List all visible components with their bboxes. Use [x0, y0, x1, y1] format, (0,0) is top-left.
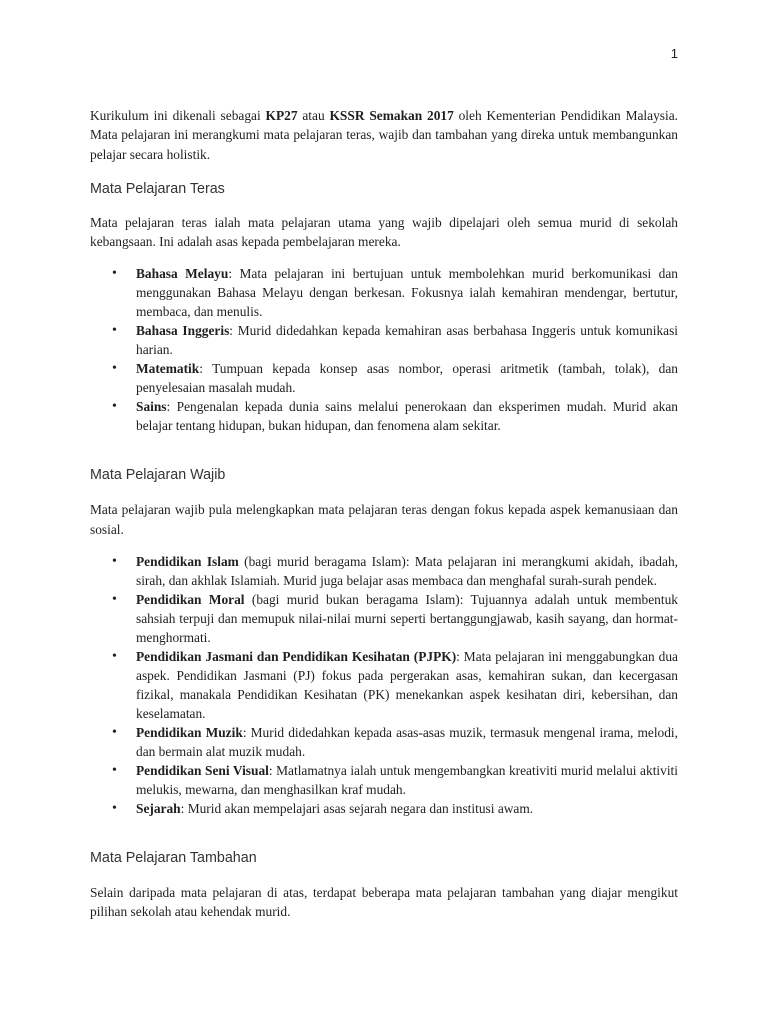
intro-paragraph: Kurikulum ini dikenali sebagai KP27 atau KSSR Semakan 2017 oleh Kementerian Pendidikan Malaysia. Mata pelajaran ini merangkumi mata pelajaran teras, wajib dan tambahan yang direka untuk membangunkan pelajar secara holistik. — [90, 108, 679, 162]
heading-teras: Mata Pelajaran Teras — [90, 180, 225, 197]
list-item: • Matematik: Tumpuan kepada konsep asas nombor, operasi aritmetik (tambah, tolak), dan penyelesaian masalah mudah. — [90, 359, 678, 397]
page-number: 1 — [670, 46, 678, 61]
heading-tambahan: Mata Pelajaran Tambahan — [90, 850, 257, 867]
document-body — [90, 106, 678, 922]
list-item: • Pendidikan Islam (bagi murid beragama Islam): Mata pelajaran ini merangkumi akidah, ibadah, sirah, dan akhlak Islamiah. Murid juga belajar asas membaca dan menghafal surah-surah pendek. — [90, 552, 678, 590]
teras-list — [90, 264, 678, 435]
heading-wajib: Mata Pelajaran Wajib — [90, 467, 226, 484]
wajib-list — [90, 552, 678, 818]
list-item: • Pendidikan Jasmani dan Pendidikan Kesihatan (PJPK): Mata pelajaran ini menggabungkan dua aspek. Pendidikan Jasmani (PJ) fokus pada pergerakan asas, kemahiran sukan, dan kecergasan fizikal, manakala Pendidikan Kesihatan (PK) menekankan aspek kesihatan diri, kebersihan, dan keselamatan. — [90, 647, 678, 723]
teras-description: Mata pelajaran teras ialah mata pelajaran utama yang wajib dipelajari oleh semua murid di sekolah kebangsaan. Ini adalah asas kepada pembelajaran mereka. — [90, 214, 678, 250]
list-item: • Pendidikan Muzik: Murid didedahkan kepada asas-asas muzik, termasuk mengenal irama, melodi, dan bermain alat muzik mudah. — [90, 723, 678, 761]
list-item: • Pendidikan Seni Visual: Matlamatnya ialah untuk mengembangkan kreativiti murid melalui aktiviti melukis, mewarna, dan menghasilkan kraf mudah. — [90, 761, 678, 799]
tambahan-description: Selain daripada mata pelajaran di atas, terdapat beberapa mata pelajaran tambahan yang diajar mengikut pilihan sekolah atau kehendak murid. — [90, 885, 678, 920]
list-item: • Sains: Pengenalan kepada dunia sains melalui penerokaan dan eksperimen mudah. Murid akan belajar tentang hidupan, bukan hidupan, dan fenomena alam sekitar. — [90, 397, 678, 435]
list-item: • Bahasa Melayu: Mata pelajaran ini bertujuan untuk membolehkan murid berkomunikasi dan menggunakan Bahasa Melayu dengan berkesan. Fokusnya ialah kemahiran mendengar, bertutur, membaca, dan menulis. — [90, 264, 678, 321]
list-item: • Pendidikan Moral (bagi murid bukan beragama Islam): Tujuannya adalah untuk membentuk sahsiah terpuji dan memupuk nilai-nilai murni seperti bertanggungjawab, kasih sayang, dan hormat-menghormati. — [90, 590, 678, 647]
list-item: • Bahasa Inggeris: Murid didedahkan kepada kemahiran asas berbahasa Inggeris untuk komunikasi harian. — [90, 321, 678, 359]
list-item: • Sejarah: Murid akan mempelajari asas sejarah negara dan institusi awam. — [90, 799, 678, 818]
wajib-description: Mata pelajaran wajib pula melengkapkan mata pelajaran teras dengan fokus kepada aspek kemanusiaan dan sosial. — [90, 502, 678, 537]
